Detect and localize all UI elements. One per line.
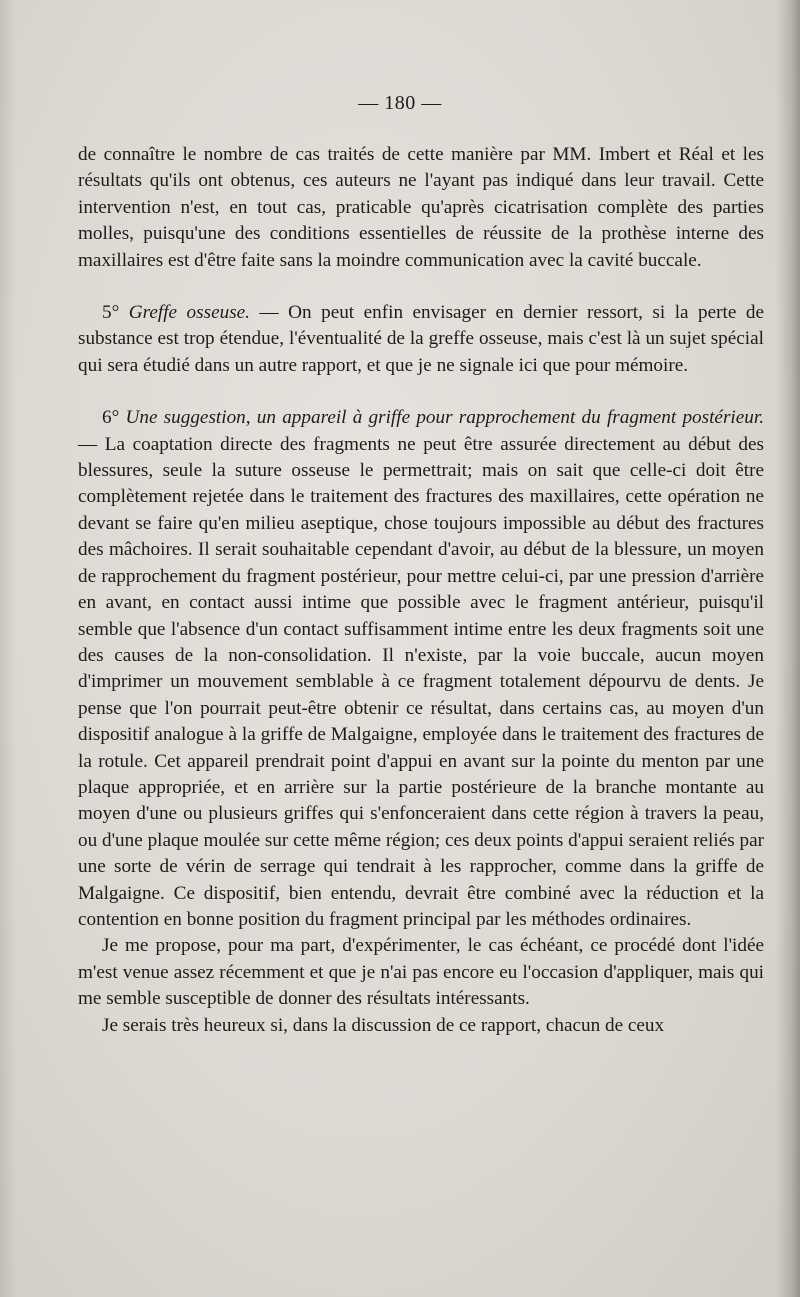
paragraph-greffe-osseuse bbox=[78, 300, 764, 379]
section-heading-suggestion: Une suggestion, un appareil à griffe pour rapprochement du fragment postérieur. bbox=[125, 407, 764, 429]
body-text bbox=[78, 142, 764, 1039]
page-right-shadow bbox=[776, 0, 800, 1297]
page-left-shadow bbox=[0, 0, 16, 1297]
section-body-greffe-osseuse: — On peut enfin envisager en dernier ressort, si la perte de substance est trop étendue, l'éventualité de la greffe osseuse, mais c'est là un sujet spécial qui sera étudié dans un autre rapport, et que je ne signale ici que pour mémoire. bbox=[78, 302, 764, 376]
paragraph-proposal: Je me propose, pour ma part, d'expérimenter, le cas échéant, ce procédé dont l'idée m'est venue assez récemment et que je n'ai pas encore eu l'occasion d'appliquer, mais qui me semble susceptible de donner des résultats intéressants. bbox=[78, 935, 764, 1010]
section-body-suggestion: — La coaptation directe des fragments ne peut être assurée directement au début des blessures, seule la suture osseuse le permettrait; mais on sait que celle-ci doit être complètement rejetée dans le traitement des fractures des maxillaires, cette opération ne devant se faire qu'en milieu aseptique, chose toujours impossible au début des fractures des mâchoires. Il serait souhaitable cependant d'avoir, au début de la blessure, un moyen de rapprochement du fragment postérieur, pour mettre celui-ci, par une pression d'arrière en avant, en contact aussi intime que possible avec le fragment antérieur, puisqu'il semble que l'absence d'un contact suffisamment intime entre les deux fragments soit une des causes de la non-consolidation. Il n'existe, par la voie buccale, aucun moyen d'imprimer un mouvement semblable à ce fragment totalement dépourvu de dents. Je pense que l'on pourrait peut-être obtenir ce résultat, dans certains cas, au moyen d'un dispositif analogue à la griffe de Malgaigne, employée dans le traitement des fractures de la rotule. Cet appareil prendrait point d'appui en avant sur la pointe du menton par une plaque appropriée, et en arrière sur la partie postérieure de la branche montante au moyen d'une ou plusieurs griffes qui s'enfonceraient dans cette région à travers la peau, ou d'une plaque moulée sur cette même région; ces deux points d'appui seraient reliés par une sorte de vérin de serrage qui tendrait à les rapprocher, comme dans la griffe de Malgaigne. Ce dispositif, bien entendu, devrait être combiné avec la réduction et la contention en bonne position du fragment principal par les méthodes ordinaires. bbox=[78, 433, 764, 930]
section-heading-greffe-osseuse: Greffe osseuse. bbox=[128, 302, 250, 324]
paragraph-suggestion bbox=[78, 405, 764, 933]
section-number-6: 6° bbox=[102, 407, 126, 429]
paragraph-closing: Je serais très heureux si, dans la discussion de ce rapport, chacun de ceux bbox=[102, 1014, 665, 1036]
paragraph-continuation: de connaître le nombre de cas traités de cette manière par MM. Imbert et Réal et les résultats qu'ils ont obtenus, ces auteurs ne l'ayant pas indiqué dans leur travail. Cette intervention n'est, en tout cas, praticable qu'après cicatrisation complète des parties molles, puisqu'une des conditions essentielles de réussite de la prothèse interne des maxillaires est d'être faite sans la moindre communication avec la cavité buccale. bbox=[78, 144, 764, 271]
page-number: — 180 — bbox=[358, 92, 442, 114]
section-number-5: 5° bbox=[102, 302, 129, 324]
